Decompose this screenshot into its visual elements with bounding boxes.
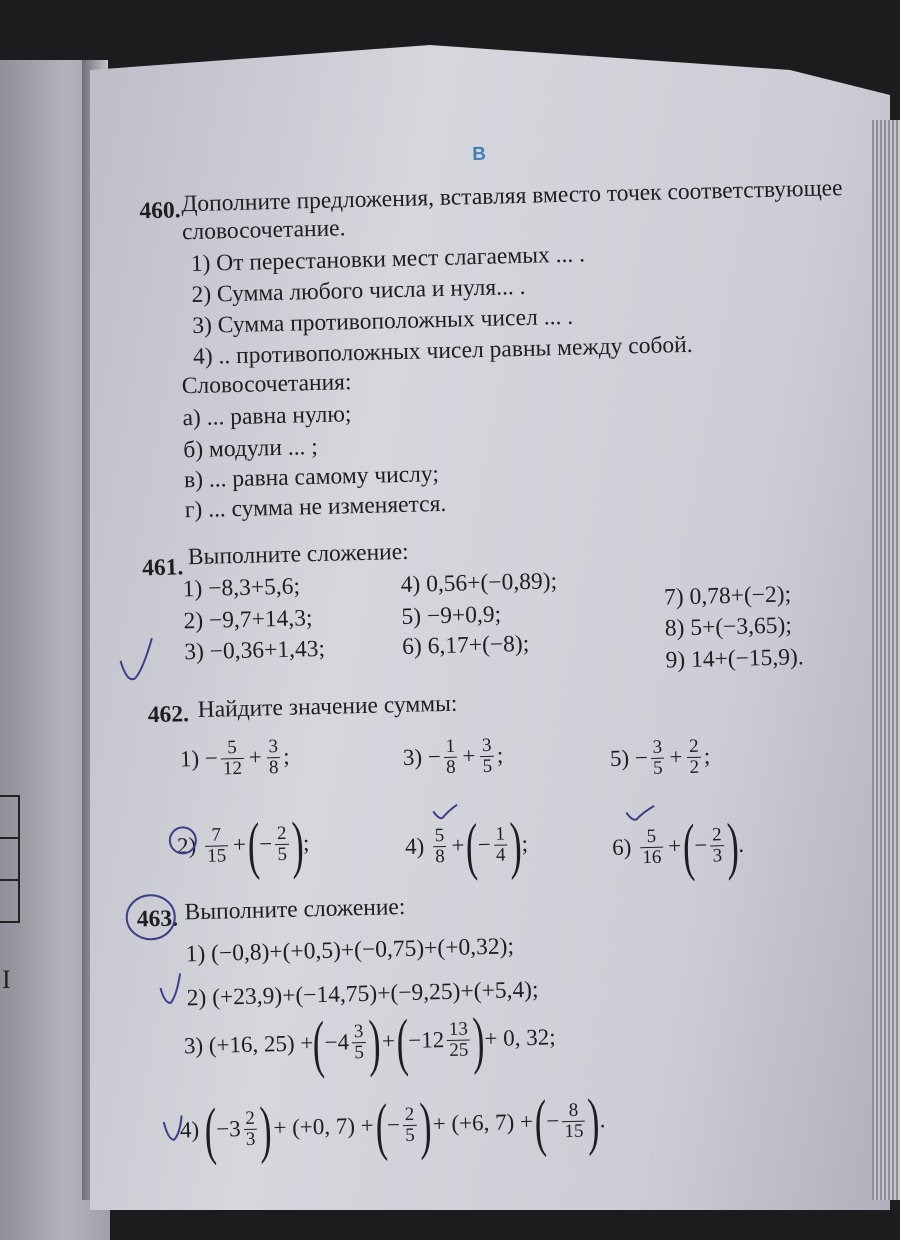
problem-462-expr-2: 2) $\frac{7}{15}$ + ( − $\frac{2}{5}$ ) ; [176, 808, 310, 881]
problem-463-line-4: 4) ( −3 $\frac{2}{3}$ ) + (+0, 7) + ( − $\frac{2}{5}$ ) + (+6, 7) + ( − $\frac{8}{15}$ ) . [179, 1085, 606, 1166]
problem-462-expr-1: 1) − $\frac{5}{12}$ + $\frac{3}{8}$ ; [179, 736, 290, 780]
problem-461-item: 2) −9,7+14,3; [183, 605, 313, 635]
pencil-tick-462-6 [623, 804, 658, 827]
problem-461-item: 8) 5+(−3,65); [664, 612, 793, 642]
phrase-item: г) ... сумма не изменяется. [184, 490, 447, 524]
phrases-label: Словосочетания: [181, 369, 352, 400]
textbook-content [136, 133, 875, 1200]
problem-462-title: Найдите значение суммы: [197, 690, 458, 723]
left-page-table-fragment [0, 795, 20, 923]
phrase-item: а) ... равна нулю; [182, 401, 352, 432]
problem-461-item: 9) 14+(−15,9). [665, 644, 805, 674]
problem-461-title: Выполните сложение: [187, 538, 409, 571]
problem-463-line-1: 1) (−0,8)+(+0,5)+(−0,75)+(+0,32); [185, 933, 515, 968]
problem-461-number: 461. [141, 554, 184, 582]
problem-460-item: 3) Сумма противоположных чисел ... . [191, 303, 574, 340]
pencil-circle-463 [122, 890, 179, 945]
problem-463-line-3: 3) (+16, 25) + ( −4 $\frac{3}{5}$ ) + ( −12 $\frac{13}{25}$ ) + 0, 32; [183, 1004, 556, 1080]
problem-460-item: 1) От перестановки мест слагаемых ... . [190, 241, 586, 278]
problem-461-item: 3) −0,36+1,43; [183, 635, 326, 666]
page-edges [872, 120, 900, 1200]
problem-461-item: 6) 6,17+(−8); [401, 630, 530, 660]
problem-460-title-line2: словосочетание. [181, 215, 346, 246]
problem-462-expr-3: 3) − $\frac{1}{8}$ + $\frac{3}{5}$ ; [402, 734, 504, 778]
problem-460-title-line1: Дополните предложения, вставляя вместо точек соответствующее [181, 175, 843, 218]
problem-461-item: 1) −8,3+5,6; [182, 573, 301, 603]
problem-463-line-2: 2) (+23,9)+(−14,75)+(−9,25)+(+5,4); [186, 976, 539, 1012]
problem-463-title: Выполните сложение: [184, 893, 406, 926]
problem-462-number: 462. [147, 701, 190, 729]
left-page-text-fragment: I [2, 965, 11, 994]
problem-463-number: 463. [136, 905, 179, 933]
problem-462-expr-6: 6) $\frac{5}{16}$ + ( − $\frac{2}{3}$ ) . [611, 809, 745, 883]
pencil-checkmark-461 [111, 620, 173, 691]
problem-461-item: 7) 0,78+(−2); [663, 581, 792, 611]
problem-460-item: 4) .. противоположных чисел равны между собой. [192, 331, 693, 371]
problem-462-expr-4: 4) $\frac{5}{8}$ + ( − $\frac{1}{4}$ ) ; [404, 809, 529, 882]
problem-460-number: 460. [139, 197, 181, 225]
problem-461-item: 5) −9+0,9; [401, 601, 502, 630]
problem-460-item: 2) Сумма любого числа и нуля... . [191, 273, 526, 309]
pencil-checkmark-463 [156, 969, 187, 1010]
phrase-item: б) модули ... ; [183, 433, 319, 464]
pencil-tick-462-4 [430, 803, 461, 826]
pencil-circle-462-2 [166, 824, 199, 857]
pencil-checkmark-463-4 [159, 1109, 188, 1150]
section-letter: В [471, 143, 487, 166]
phrase-item: в) ... равна самому числу; [183, 461, 440, 494]
problem-462-expr-5: 5) − $\frac{3}{5}$ + $\frac{2}{2}$ ; [609, 735, 711, 779]
problem-461-item: 4) 0,56+(−0,89); [400, 568, 558, 599]
